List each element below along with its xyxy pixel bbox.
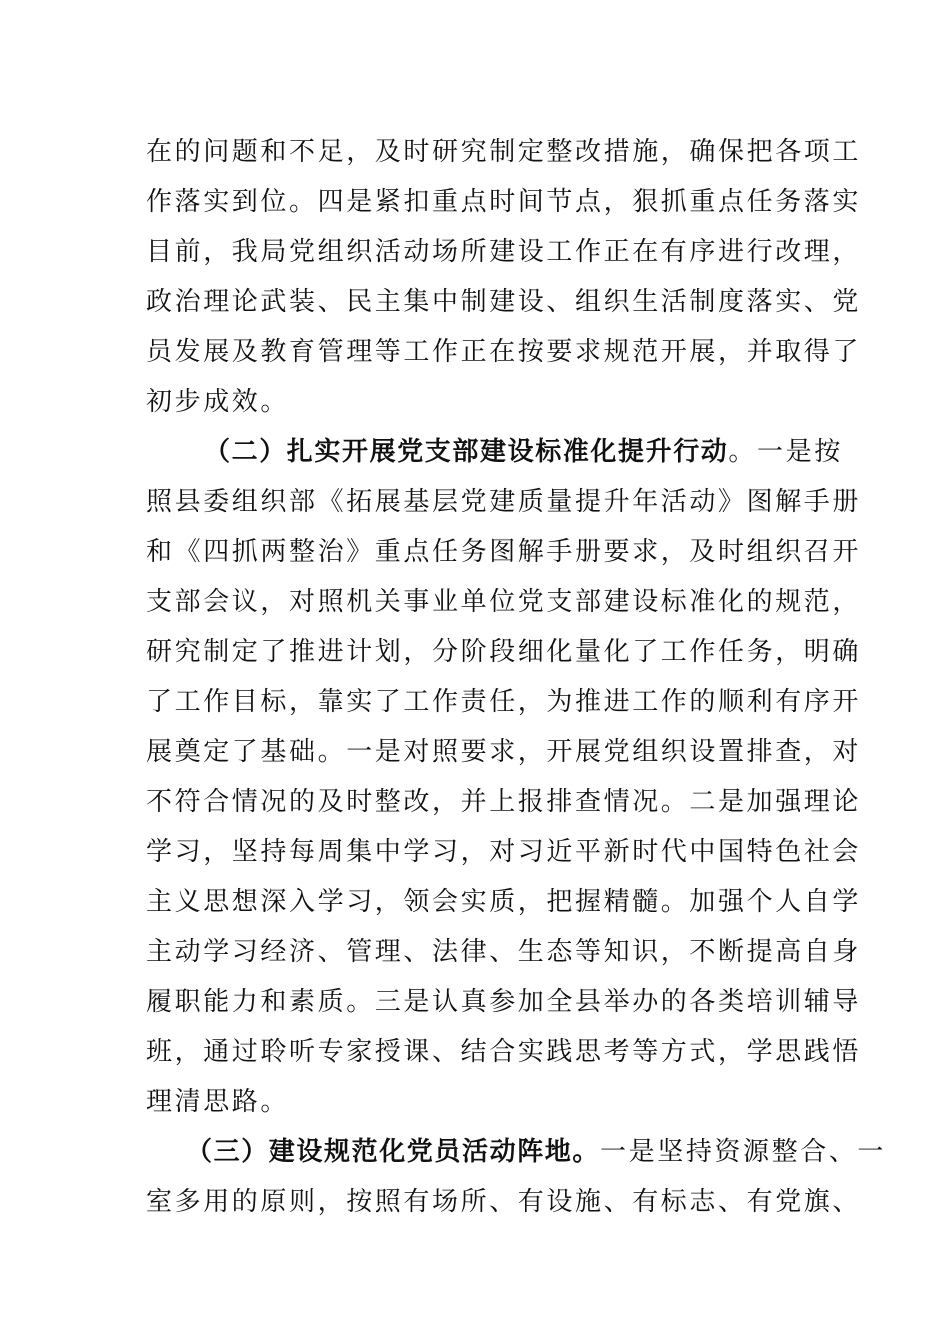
text-line: 学习，坚持每周集中学习，对习近平新时代中国特色社会: [146, 837, 862, 867]
text-line: 理清思路。: [146, 1087, 290, 1117]
text-line: 履职能力和素质。三是认真参加全县举办的各类培训辅导: [146, 987, 862, 1017]
text-line: 研究制定了推进计划，分阶段细化量化了工作任务，明确: [146, 637, 862, 667]
section-2-first-line: [204, 432, 844, 472]
section-2-heading: （二）扎实开展党支部建设标准化提升行动: [204, 437, 729, 467]
text-line: 目前，我局党组织活动场所建设工作正在有序进行改理，: [146, 237, 862, 267]
text-line: 了工作目标，靠实了工作责任，为推进工作的顺利有序开: [146, 687, 862, 717]
text-line: 在的问题和不足，及时研究制定整改措施，确保把各项工: [146, 137, 862, 167]
text-line: 班，通过聆听专家授课、结合实践思考等方式，学思践悟: [146, 1037, 862, 1067]
section-2-first-line-rest: 。一是按: [728, 437, 843, 467]
text-line: 员发展及教育管理等工作正在按要求规范开展，并取得了: [146, 337, 862, 367]
text-line: 主动学习经济、管理、法律、生态等知识，不断提高自身: [146, 937, 862, 967]
text-line: 室多用的原则，按照有场所、有设施、有标志、有党旗、: [146, 1187, 862, 1217]
text-line: 主义思想深入学习，领会实质，把握精髓。加强个人自学: [146, 887, 862, 917]
section-3-first-line: [186, 1132, 887, 1172]
text-line: 政治理论武装、民主集中制建设、组织生活制度落实、党: [146, 287, 862, 317]
text-line: 作落实到位。四是紧扣重点时间节点，狠抓重点任务落实: [146, 187, 862, 217]
text-line: 支部会议，对照机关事业单位党支部建设标准化的规范，: [146, 587, 862, 617]
section-3-first-line-rest: 一是坚持资源整合、一: [600, 1137, 887, 1167]
text-line: 和《四抓两整治》重点任务图解手册要求，及时组织召开: [146, 537, 862, 567]
text-line: 初步成效。: [146, 387, 290, 417]
text-line: 照县委组织部《拓展基层党建质量提升年活动》图解手册: [146, 487, 862, 517]
text-line: 展奠定了基础。一是对照要求，开展党组织设置排查，对: [146, 737, 862, 767]
text-line: 不符合情况的及时整改，并上报排查情况。二是加强理论: [146, 787, 862, 817]
section-3-heading: （三）建设规范化党员活动阵地。: [186, 1137, 601, 1167]
